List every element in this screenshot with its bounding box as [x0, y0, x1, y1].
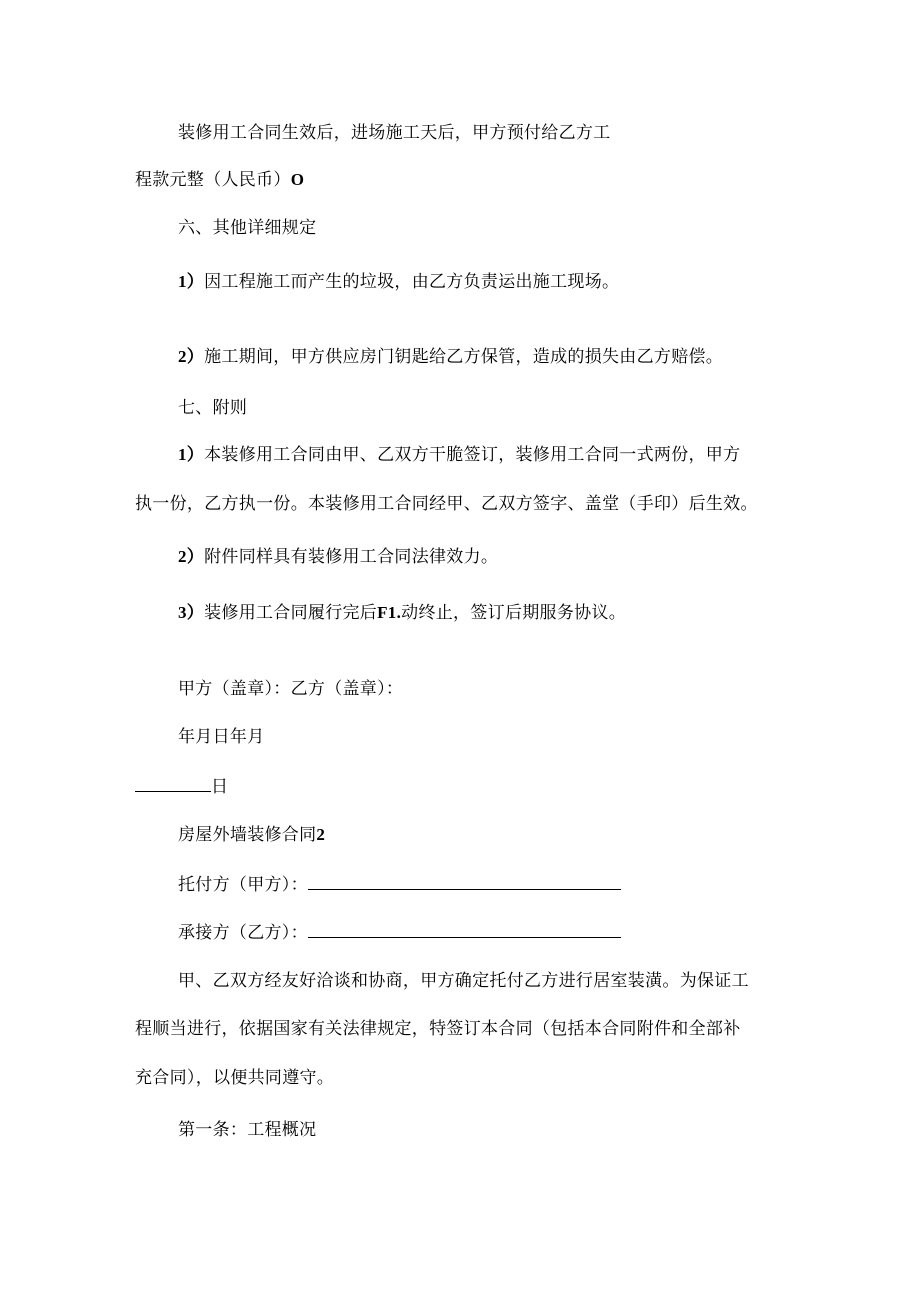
paragraph-line: 充合同），以便共同遵守。: [135, 1068, 335, 1088]
list-item: [178, 601, 626, 625]
line-bold-text: O: [290, 170, 305, 189]
contract-title: [178, 823, 325, 847]
list-bold-text: F1.: [377, 603, 402, 622]
paragraph-line: 装修用工合同生效后，进场施工天后，甲方预付给乙方工: [178, 123, 611, 143]
signature-line: 甲方（盖章）：乙方（盖章）：: [178, 679, 404, 699]
title-number: 2: [316, 825, 326, 844]
party-b-line: [178, 919, 621, 945]
section-heading: 六、其他详细规定: [178, 218, 317, 238]
list-text: 装修用工合同履行完后: [204, 603, 378, 623]
blank-underline: [135, 773, 211, 792]
section-heading: 第一条：工程概况: [178, 1120, 317, 1140]
paragraph-line: 执一份，乙方执一份。本装修用工合同经甲、乙双方签字、盖堂（手印）后生效。: [135, 494, 758, 514]
blank-underline: [308, 871, 621, 890]
list-item: [178, 545, 498, 569]
list-item: [178, 345, 723, 369]
list-text: 因工程施工而产生的垃圾，由乙方负责运出施工现场。: [204, 272, 620, 292]
date-line: [135, 773, 228, 799]
list-number: 2）: [178, 347, 205, 366]
paragraph-line: 程顺当进行，依据国家有关法律规定，特签订本合同（包括本合同附件和全部补: [135, 1019, 741, 1039]
list-item: [178, 443, 740, 467]
list-text: 本装修用工合同由甲、乙双方干脆签订，装修用工合同一式两份，甲方: [204, 445, 741, 465]
list-text: 动终止，签订后期服务协议。: [401, 603, 627, 623]
list-text: 施工期间，甲方供应房门钥匙给乙方保管，造成的损失由乙方赔偿。: [204, 347, 724, 367]
party-a-line: [178, 871, 621, 897]
paragraph-line: [135, 168, 304, 192]
list-number: 1）: [178, 272, 205, 291]
blank-underline: [308, 919, 621, 938]
title-text: 房屋外墙装修合同: [178, 825, 317, 845]
date-day: 日: [211, 777, 229, 797]
list-item: [178, 270, 619, 294]
section-heading: 七、附则: [178, 398, 248, 418]
party-label: 承接方（乙方）：: [178, 923, 308, 943]
list-number: 1）: [178, 445, 205, 464]
list-number: 2）: [178, 547, 205, 566]
list-number: 3）: [178, 603, 205, 622]
line-text: 程款元整（人民币）: [135, 170, 291, 190]
paragraph-line: 甲、乙双方经友好洽谈和协商，甲方确定托付乙方进行居室装潢。为保证工: [178, 971, 749, 991]
date-line: 年月日年月: [178, 727, 265, 747]
list-text: 附件同样具有装修用工合同法律效力。: [204, 547, 499, 567]
party-label: 托付方（甲方）：: [178, 875, 308, 895]
